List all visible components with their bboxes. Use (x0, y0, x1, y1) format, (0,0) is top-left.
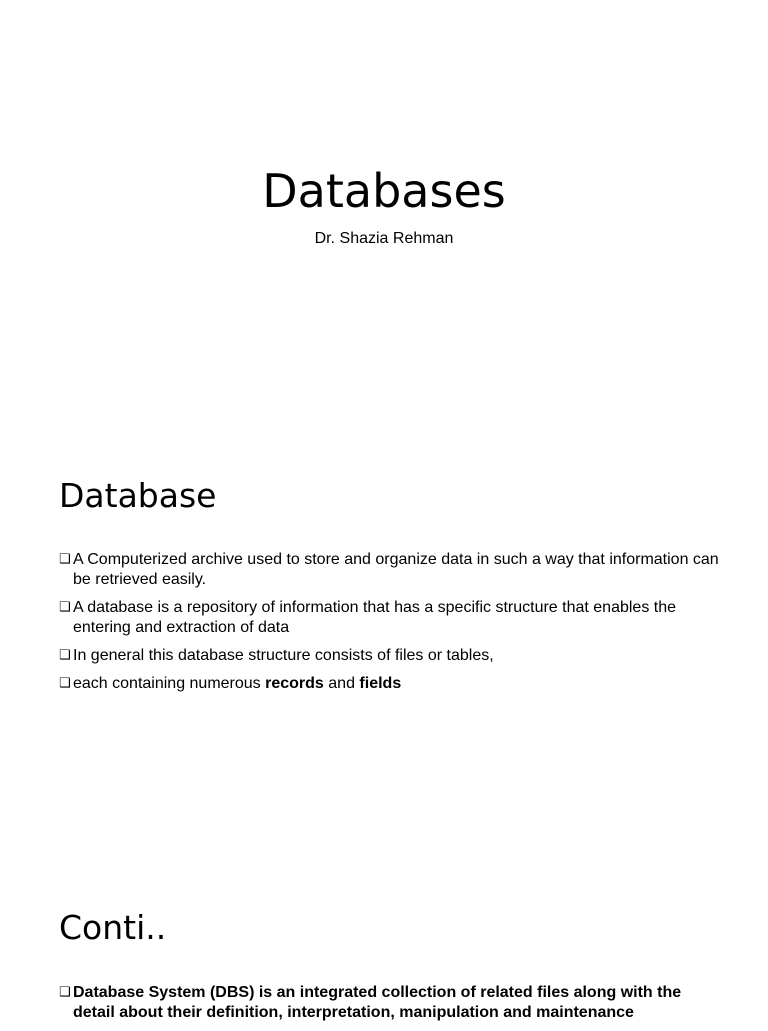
bullet-item (59, 646, 719, 666)
bullet-item (59, 983, 719, 1023)
bullet-text-records: records (265, 675, 324, 692)
bullet-item (59, 550, 719, 590)
bullet-item (59, 674, 719, 694)
author-subtitle: Dr. Shazia Rehman (314, 230, 454, 247)
checkbox-bullet-icon: ❑ (59, 552, 71, 567)
bullet-text-mid: and (323, 675, 360, 692)
checkbox-bullet-icon: ❑ (59, 600, 71, 615)
presentation-title: Databases (262, 164, 506, 218)
checkbox-bullet-icon: ❑ (59, 985, 71, 1000)
checkbox-bullet-icon: ❑ (59, 676, 71, 691)
bullet-text-pre: each containing numerous (73, 675, 266, 692)
title-slide (0, 0, 768, 434)
checkbox-bullet-icon: ❑ (59, 648, 71, 663)
bullet-list (59, 550, 719, 702)
bullet-text: In general this database structure consists of files or tables, (73, 647, 494, 664)
bullet-text-fields: fields (359, 675, 402, 692)
slide-heading-conti: Conti.. (59, 908, 167, 947)
slide-heading-database: Database (59, 476, 217, 515)
bullet-item (59, 598, 719, 638)
bullet-text: A Computerized archive used to store and organize data in such a way that information can be retrieved easily. (73, 551, 719, 588)
bullet-text: A database is a repository of information that has a specific structure that enables the entering and extraction of data (73, 599, 677, 636)
bullet-text: Database System (DBS) is an integrated collection of related files along with the detail about their definition, interpretation, manipulation and maintenance (73, 984, 682, 1021)
